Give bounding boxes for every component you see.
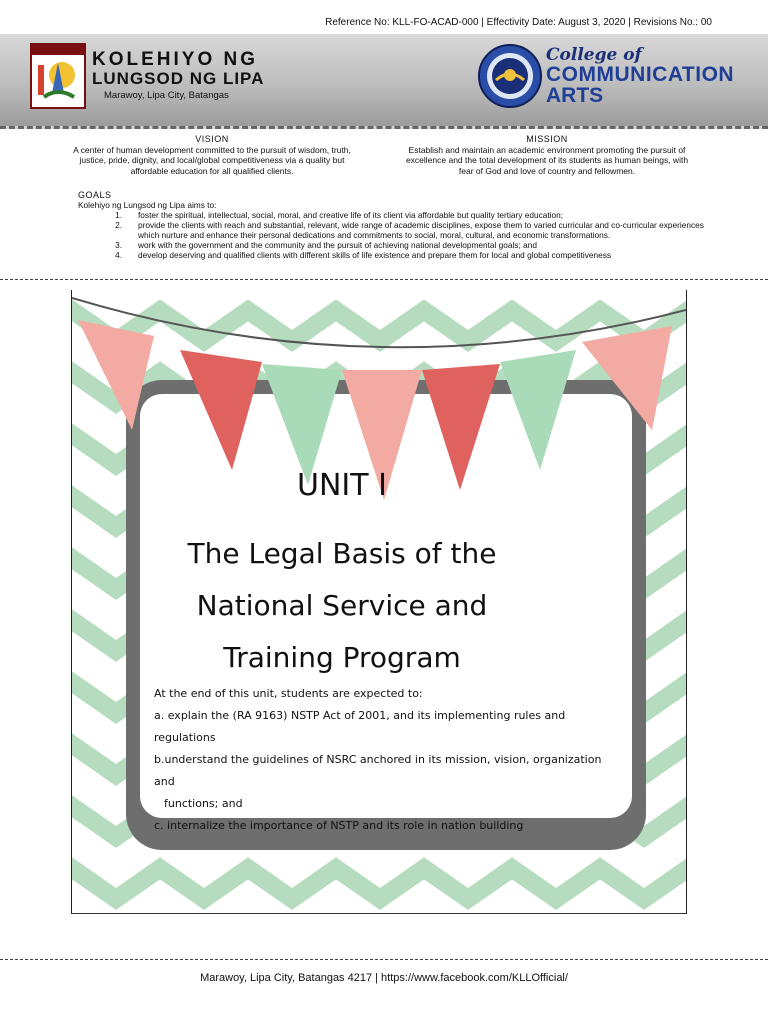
goals-section (78, 190, 718, 260)
college-name-line3: ARTS (546, 84, 604, 107)
vision-section (62, 134, 362, 176)
bunting-flag (582, 326, 672, 430)
vision-text: A center of human development committed to the pursuit of wisdom, truth, justice, pride, dignity, and local/global competitiveness via a quality but affordable education for all qualified clients. (73, 144, 351, 176)
divider-bottom (0, 959, 768, 960)
goal-item (78, 240, 718, 250)
bunting-flag (180, 350, 262, 470)
footer-address: Marawoy, Lipa City, Batangas 4217 | https://www.facebook.com/KLLOfficial/ (200, 972, 568, 984)
goal-item (78, 210, 718, 220)
goal-text: provide the clients with reach and substantial, relevant, wide range of academic disciplines, expose them to varied curricular and co-curricular experiences which nurture and enhance their personal dedications and commitments to social, moral, cultural, and economic transformations. (138, 220, 704, 240)
divider-top (0, 279, 768, 280)
unit-title: UNIT I (297, 468, 387, 503)
mission-text: Establish and maintain an academic environment promoting the pursuit of excellence and the total development of its students as human beings, with fear of God and love of country and fellowmen. (405, 144, 689, 176)
college-name (546, 46, 734, 106)
learning-objectives (154, 683, 624, 837)
school-name (92, 50, 264, 101)
goal-number: 1. (115, 210, 122, 220)
lesson-title-line: The Legal Basis of the (187, 537, 497, 570)
goal-number: 3. (115, 240, 122, 250)
unit-poster (71, 290, 687, 914)
goals-heading: GOALS (78, 190, 112, 200)
objective-b-continued: functions; and (164, 797, 243, 810)
mission-section (398, 134, 696, 176)
bunting-flag (78, 320, 154, 430)
school-name-line1: KOLEHIYO NG (92, 49, 259, 70)
goal-text: foster the spiritual, intellectual, social, moral, and creative life of its client via affordable but quality tertiary education; (138, 210, 564, 220)
objective-c: c. internalize the importance of NSTP and its role in nation building (154, 819, 524, 832)
lesson-title (112, 528, 572, 684)
bunting-flag (500, 350, 576, 470)
school-name-line2: LUNGSOD NG LIPA (92, 69, 265, 88)
goals-intro: Kolehiyo ng Lungsod ng Lipa aims to: (78, 200, 217, 210)
header-banner (0, 34, 768, 129)
lesson-title-line: Training Program (223, 641, 461, 674)
school-seal-icon (30, 43, 86, 109)
goals-list (78, 210, 718, 260)
goal-number: 4. (115, 250, 122, 260)
college-name-line1: College of (546, 45, 642, 65)
mission-heading: MISSION (526, 134, 568, 144)
goal-item (78, 220, 718, 240)
goal-text: develop deserving and qualified clients with different skills of life existence and prepare them for local and global competitiveness (138, 250, 612, 260)
reference-line: Reference No: KLL-FO-ACAD-000 | Effectivity Date: August 3, 2020 | Revisions No.: 00 (325, 17, 712, 28)
lesson-title-line: National Service and (196, 589, 488, 622)
cca-seal-icon (478, 44, 542, 108)
college-name-line2: COMMUNICATION (546, 63, 735, 86)
objective-a: a. explain the (RA 9163) NSTP Act of 2001, and its implementing rules and regulations (154, 709, 566, 744)
goal-number: 2. (115, 220, 122, 230)
vision-heading: VISION (195, 134, 229, 144)
objectives-intro: At the end of this unit, students are expected to: (154, 687, 423, 700)
objective-b: b.understand the guidelines of NSRC anchored in its mission, vision, organization and (154, 753, 602, 788)
school-address: Marawoy, Lipa City, Batangas (104, 90, 229, 101)
goal-text: work with the government and the community and the pursuit of achieving national developmental goals; and (138, 240, 537, 250)
bunting-flag (262, 364, 342, 485)
goal-item (78, 250, 718, 260)
